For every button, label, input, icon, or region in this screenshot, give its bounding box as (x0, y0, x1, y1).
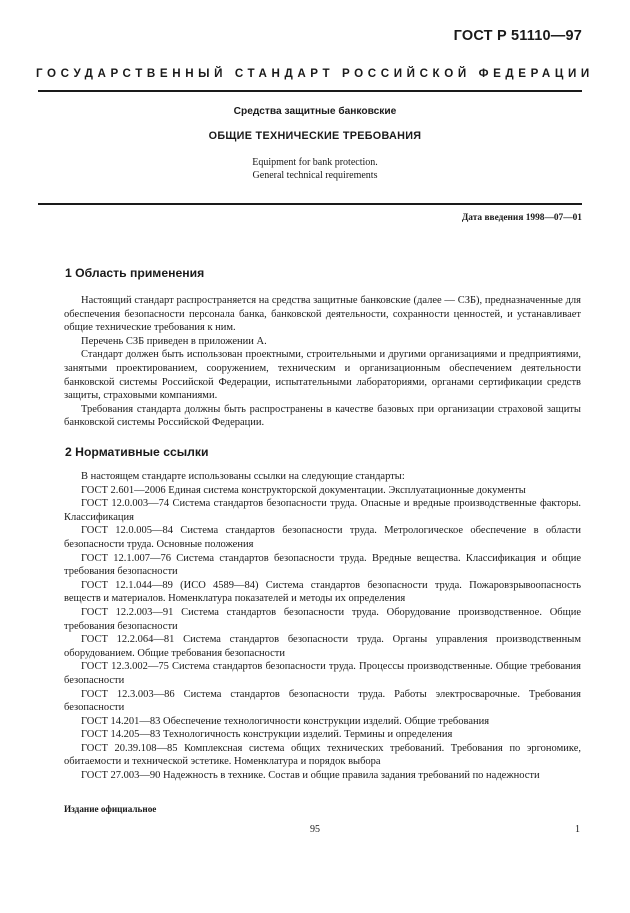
paragraph: Перечень СЗБ приведен в приложении А. (81, 335, 267, 347)
gost-code: ГОСТ Р 51110—97 (453, 28, 582, 44)
state-standard-banner: ГОСУДАРСТВЕННЫЙ СТАНДАРТ РОССИЙСКОЙ ФЕДЕРАЦИИ (36, 67, 594, 80)
reference-item: ГОСТ 12.1.007—76 Система стандартов безопасности труда. Вредные вещества. Классификация и общие требования безопасности (64, 552, 581, 578)
paragraph: В настоящем стандарте использованы ссылки на следующие стандарты: (81, 471, 405, 482)
reference-item: ГОСТ 27.003—90 Надежность в технике. Состав и общие правила задания требований по надежности (81, 770, 540, 782)
paragraph: Стандарт должен быть использован проектными, строительными и другими организациями и предприятиями, занятыми проектированием, сооружением, техническим и организационным обеспечением деятельности банковской системы Российской Федерации, испытательными лабораториями, органами сертификации средств защиты, страховыми компаниями. (64, 349, 581, 402)
reference-item: ГОСТ 20.39.108—85 Комплексная система общих технических требований. Требования по эргономике, обитаемости и технической эстетике. Номенклатура и порядок выбора (64, 742, 581, 768)
paragraph: Требования стандарта должны быть распространены в качестве базовых при организации страховой защиты банковской системы Российской Федерации. (64, 403, 581, 429)
page-number: 95 (310, 824, 320, 835)
reference-item: ГОСТ 12.3.003—86 Система стандартов безопасности труда. Работы электросварочные. Требования безопасности (64, 688, 581, 714)
official-edition-label: Издание официальное (64, 804, 157, 814)
reference-item: ГОСТ 12.0.005—84 Система стандартов безопасности труда. Метрологическое обеспечение в области безопасности труда. Основные положения (64, 525, 581, 550)
section-2-body (64, 470, 581, 783)
title-ru-main: ОБЩИЕ ТЕХНИЧЕСКИЕ ТРЕБОВАНИЯ (208, 130, 422, 142)
title-ru-subtitle: Средства защитные банковские (233, 106, 397, 117)
page-number-right: 1 (575, 824, 580, 835)
reference-item: ГОСТ 12.3.002—75 Система стандартов безопасности труда. Процессы производственные. Общие требования безопасности (64, 661, 581, 686)
reference-item: ГОСТ 2.601—2006 Единая система конструкторской документации. Эксплуатационные документы (81, 484, 526, 496)
paragraph: Настоящий стандарт распространяется на средства защитные банковские (далее — СЗБ), предназначенные для обеспечения безопасности персонала банка, банковской деятельности, сохранности ценностей, и устанавливает общие технические требования к ним. (64, 295, 581, 334)
reference-item: ГОСТ 14.205—83 Технологичность конструкции изделий. Термины и определения (81, 729, 453, 741)
reference-item: ГОСТ 12.2.064—81 Система стандартов безопасности труда. Органы управления производственным оборудованием. Общие требования безопасности (64, 634, 581, 659)
title-divider (38, 203, 582, 205)
reference-item: ГОСТ 12.1.044—89 (ИСО 4589—84) Система стандартов безопасности труда. Пожаровзрывоопасность веществ и материалов. Номенклатура показателей и методы их определения (64, 579, 581, 605)
top-divider (38, 90, 582, 92)
reference-item: ГОСТ 12.2.003—91 Система стандартов безопасности труда. Оборудование производственное. Общие требования безопасности (64, 606, 581, 632)
reference-item: ГОСТ 12.0.003—74 Система стандартов безопасности труда. Опасные и вредные производственные факторы. Классификация (64, 498, 581, 523)
intro-date: Дата введения 1998—07—01 (461, 213, 582, 223)
reference-item: ГОСТ 14.201—83 Обеспечение технологичности конструкции изделий. Общие требования (81, 715, 490, 727)
section-2-heading: 2 Нормативные ссылки (65, 445, 209, 459)
section-1-body (64, 294, 581, 430)
title-en-line1: Equipment for bank protection. (252, 157, 378, 168)
title-en (0, 156, 630, 182)
section-1-heading: 1 Область применения (65, 266, 205, 280)
title-en-line2: General technical requirements (252, 170, 378, 181)
